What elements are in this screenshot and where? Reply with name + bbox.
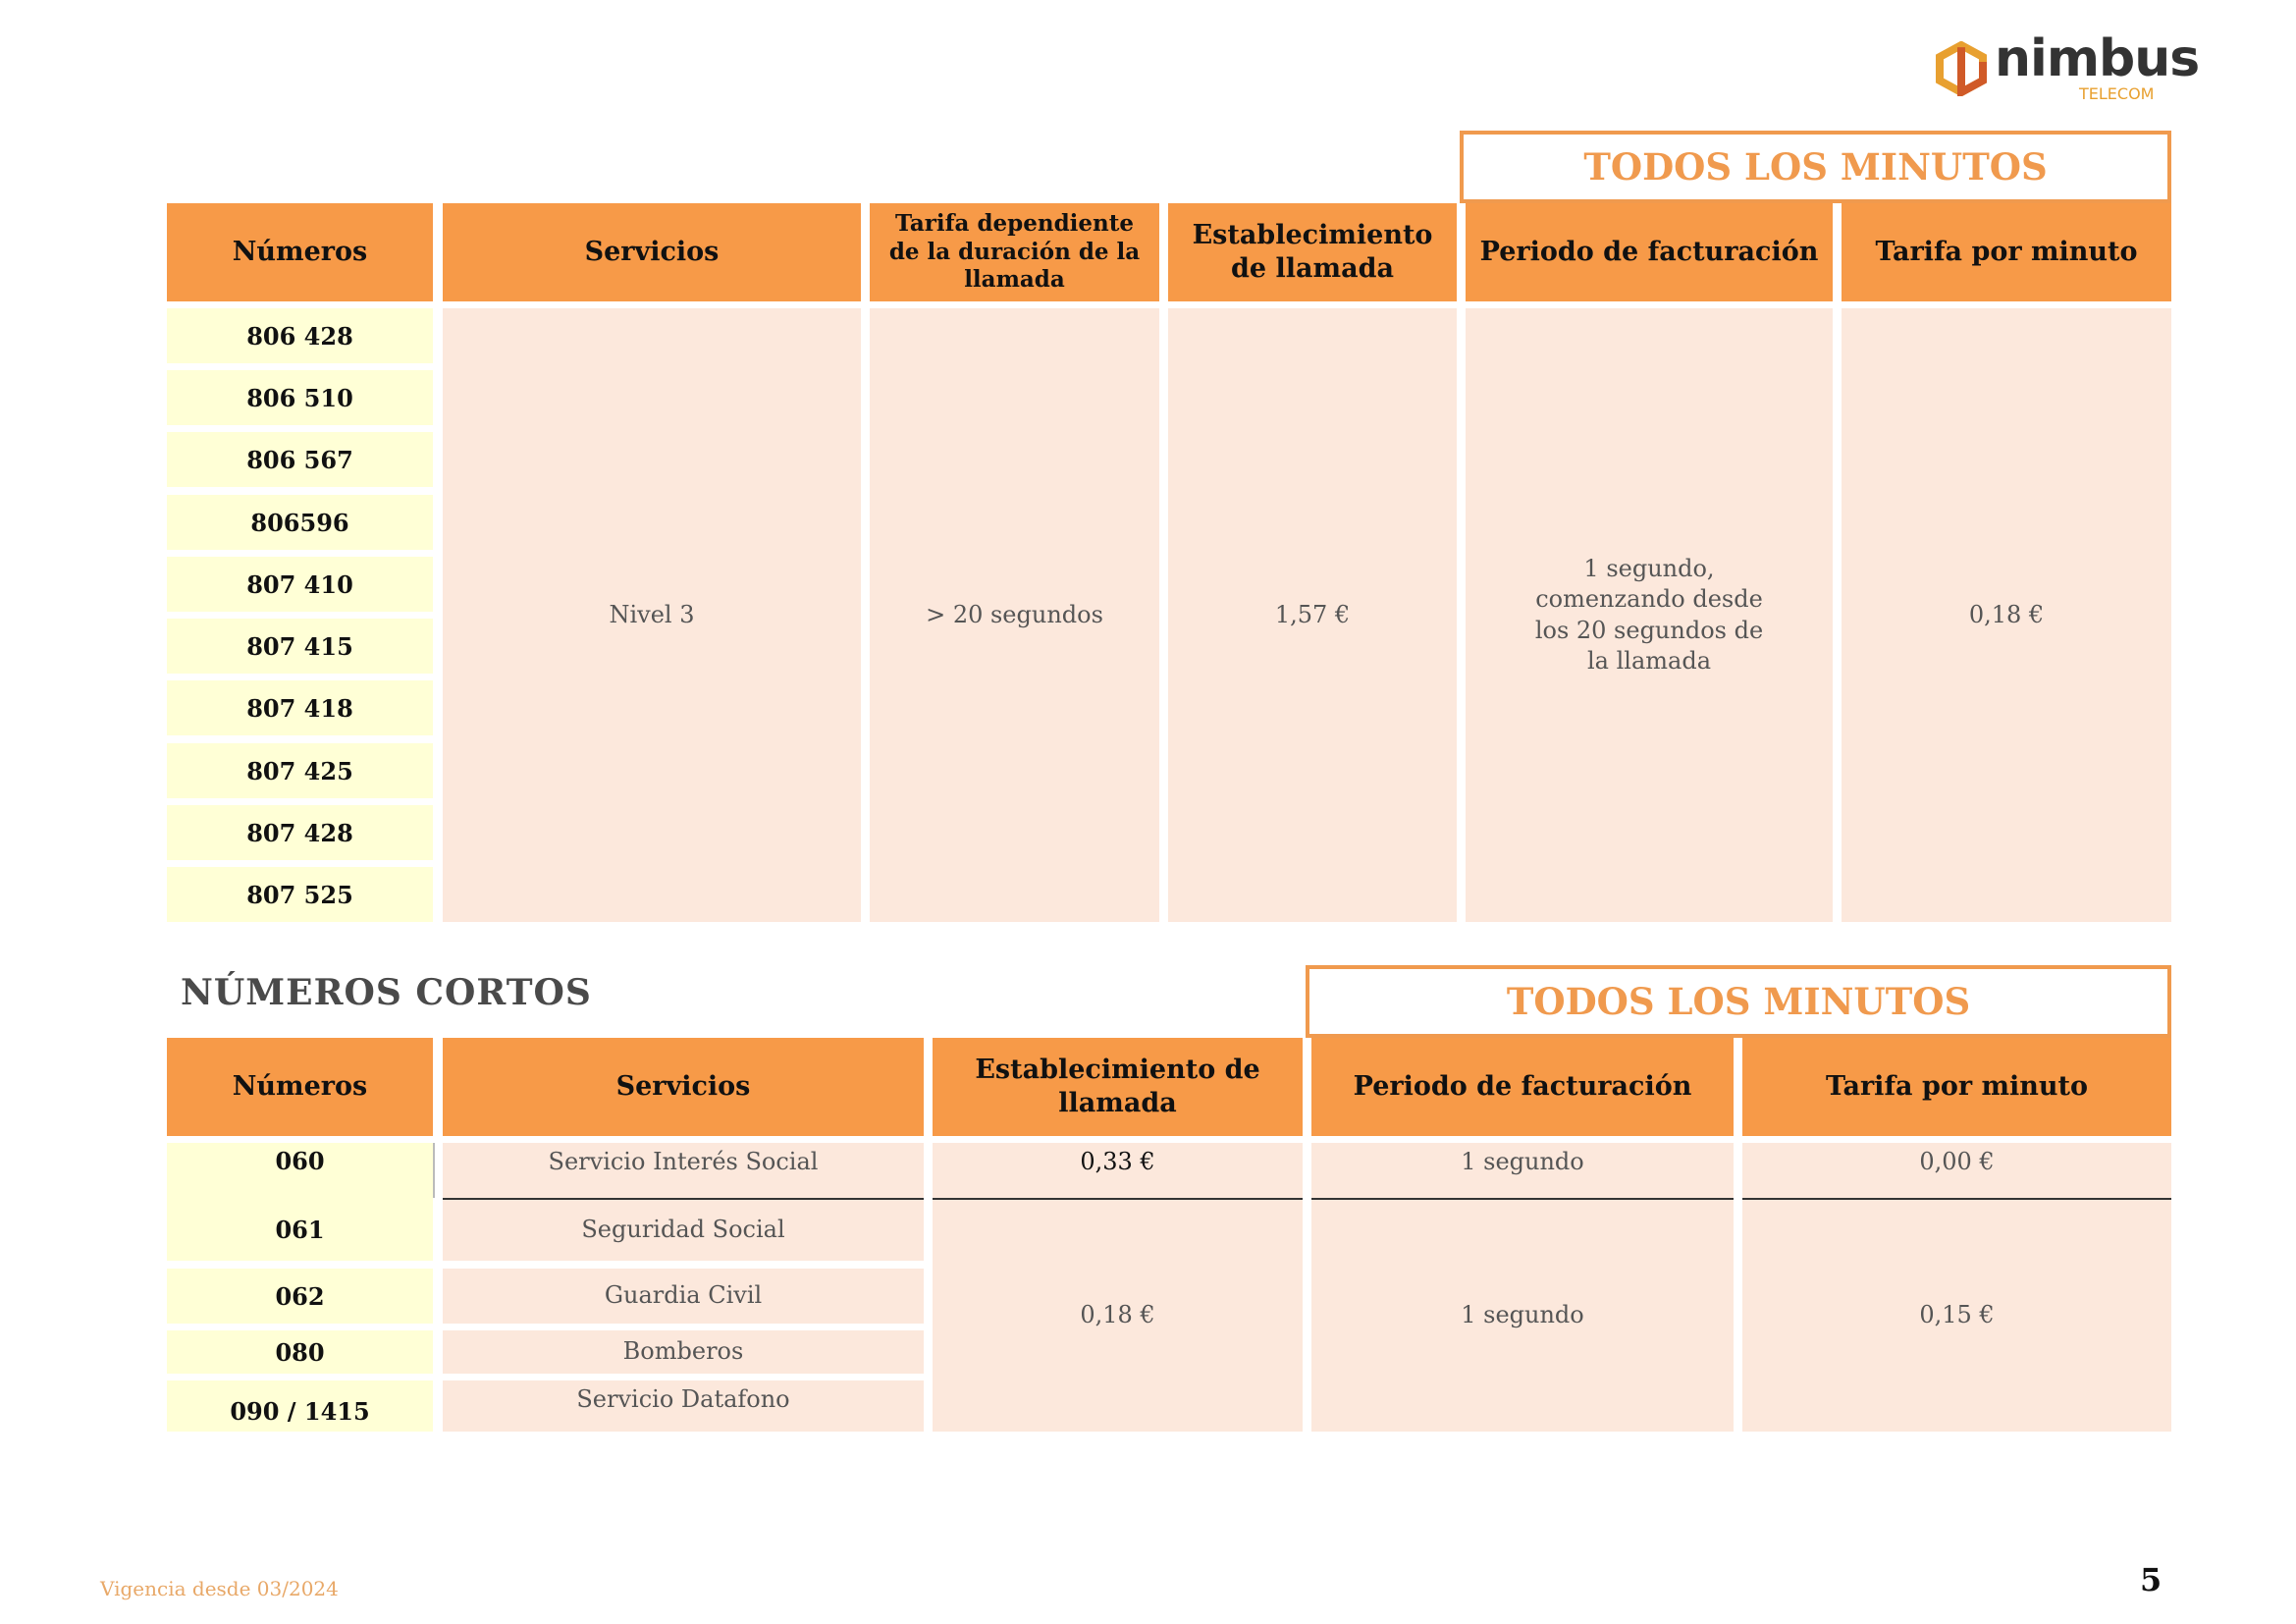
page-number: 5 bbox=[2140, 1561, 2163, 1598]
hexagon-icon bbox=[1934, 41, 1989, 96]
t2-number: 062 bbox=[167, 1269, 433, 1324]
t2-header-establecimiento: Establecimiento de llamada bbox=[933, 1038, 1303, 1136]
t2-header-periodo: Periodo de facturación bbox=[1311, 1038, 1734, 1136]
t2-servicio: Bomberos bbox=[443, 1330, 924, 1374]
t2-number: 080 bbox=[167, 1330, 433, 1374]
t2-servicio: Servicio Interés Social bbox=[443, 1143, 924, 1198]
t2-number: 061 bbox=[167, 1198, 433, 1261]
t1-number: 807 525 bbox=[167, 867, 433, 922]
t2-periodo-first: 1 segundo bbox=[1311, 1143, 1734, 1198]
t1-establecimiento: 1,57 € bbox=[1168, 308, 1457, 922]
t1-number: 807 428 bbox=[167, 805, 433, 860]
t1-number: 807 418 bbox=[167, 680, 433, 735]
logo bbox=[1934, 29, 2200, 106]
t2-servicio: Guardia Civil bbox=[443, 1269, 924, 1324]
table2-banner: TODOS LOS MINUTOS bbox=[1306, 965, 2171, 1038]
col-divider bbox=[433, 1143, 435, 1198]
t1-periodo: 1 segundo, comenzando desde los 20 segundos de la llamada bbox=[1466, 308, 1833, 922]
t1-tarifa-minuto: 0,18 € bbox=[1842, 308, 2171, 922]
t2-tarifa-minuto-first: 0,00 € bbox=[1742, 1143, 2171, 1198]
t1-header-establecimiento: Establecimiento de llamada bbox=[1168, 203, 1457, 301]
row-divider bbox=[443, 1198, 924, 1200]
t1-header-numeros: Números bbox=[167, 203, 433, 301]
t1-number: 806596 bbox=[167, 495, 433, 550]
t2-servicio: Servicio Datafono bbox=[443, 1380, 924, 1432]
t1-header-tarifa-minuto: Tarifa por minuto bbox=[1842, 203, 2171, 301]
t2-header-servicios: Servicios bbox=[443, 1038, 924, 1136]
t1-tarifa-duracion: > 20 segundos bbox=[870, 308, 1159, 922]
t2-number: 090 / 1415 bbox=[167, 1380, 433, 1432]
logo-name: nimbus bbox=[1995, 29, 2200, 88]
t1-servicio: Nivel 3 bbox=[443, 308, 861, 922]
t1-number: 806 510 bbox=[167, 370, 433, 425]
t2-servicio: Seguridad Social bbox=[443, 1200, 924, 1261]
t2-establecimiento-rest: 0,18 € bbox=[933, 1200, 1303, 1432]
t2-header-tarifa-minuto: Tarifa por minuto bbox=[1742, 1038, 2171, 1136]
t1-number: 806 567 bbox=[167, 432, 433, 487]
t1-number: 807 415 bbox=[167, 619, 433, 674]
t1-number: 807 425 bbox=[167, 743, 433, 798]
logo-sub: TELECOM bbox=[2079, 84, 2155, 103]
t2-number: 060 bbox=[167, 1143, 433, 1198]
table1-banner: TODOS LOS MINUTOS bbox=[1460, 131, 2171, 203]
t1-number: 806 428 bbox=[167, 308, 433, 363]
t1-number: 807 410 bbox=[167, 557, 433, 612]
t1-header-servicios: Servicios bbox=[443, 203, 861, 301]
t1-header-periodo: Periodo de facturación bbox=[1466, 203, 1833, 301]
t1-header-tarifa-duracion: Tarifa dependiente de la duración de la llamada bbox=[870, 203, 1159, 301]
footer-vigencia: Vigencia desde 03/2024 bbox=[100, 1577, 339, 1600]
t2-tarifa-minuto-rest: 0,15 € bbox=[1742, 1200, 2171, 1432]
section-title: NÚMEROS CORTOS bbox=[181, 972, 592, 1013]
t2-establecimiento-first: 0,33 € bbox=[933, 1143, 1303, 1198]
t2-periodo-rest: 1 segundo bbox=[1311, 1200, 1734, 1432]
t2-header-numeros: Números bbox=[167, 1038, 433, 1136]
